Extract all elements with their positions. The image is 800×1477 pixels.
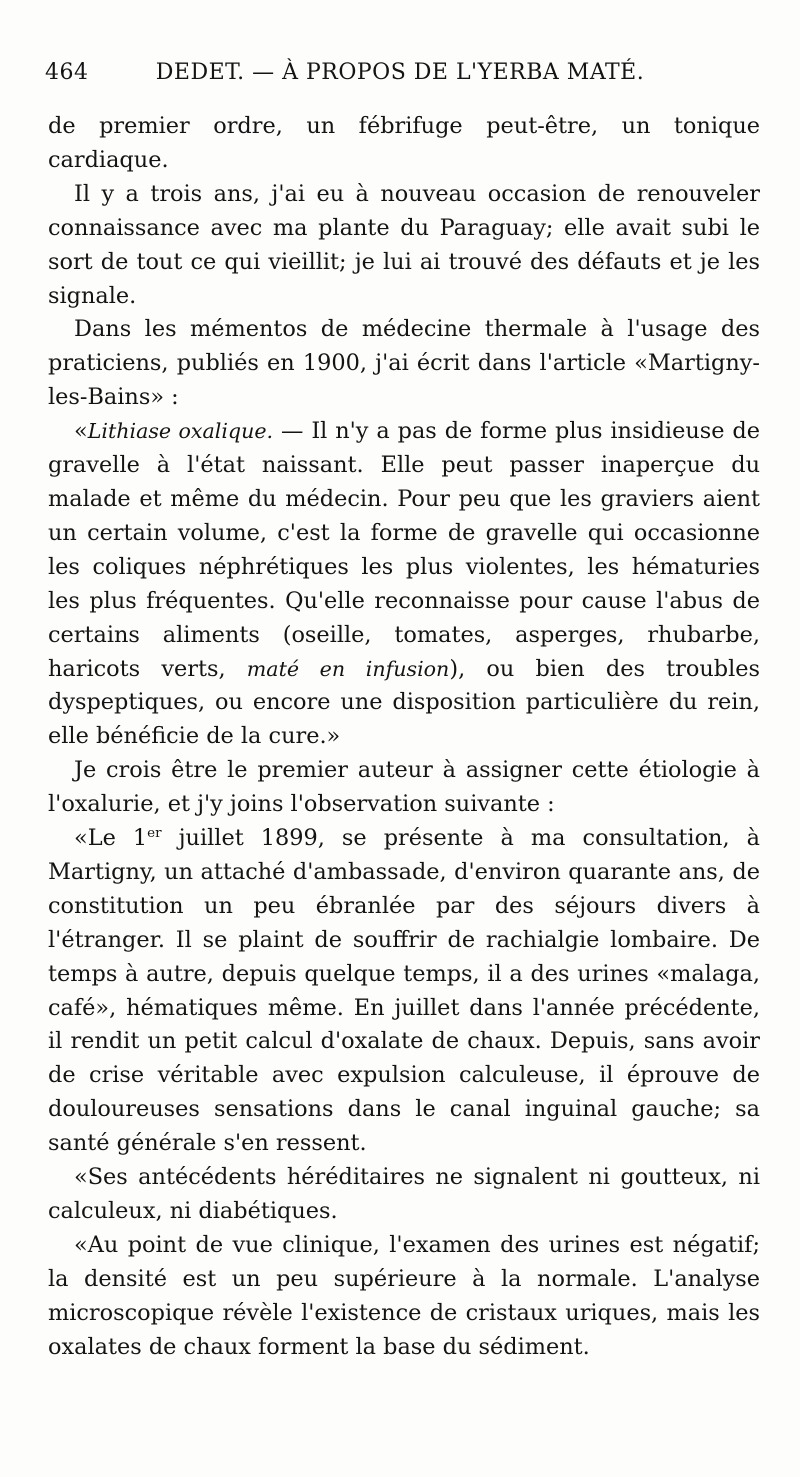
paragraph-4-quotation (48, 415, 760, 754)
paragraph-6-observation (48, 822, 760, 1161)
observation-text-b: juillet 1899, se présente à ma consultation, à Martigny, un attaché d'ambassade, d'environ quarante ans, de constitution un peu ébranlée par des séjours divers à l'étranger. Il se plaint de souffrir de rachialgie lombaire. De temps à autre, depuis quelque temps, il a des urines «malaga, café», hématiques même. En juillet dans l'année précédente, il rendit un petit calcul d'oxalate de chaux. Depuis, sans avoir de crise véritable avec expulsion calculeuse, il éprouve de douloureuses sensations dans le canal inguinal gauche; sa santé générale s'en ressent. (48, 825, 761, 1157)
quotation-text-a: — Il n'y a pas de forme plus insidieuse de gravelle à l'état naissant. Elle peut passer inaperçue du malade et même du médecin. Pour peu que les graviers aient un certain volume, c'est la forme de gravelle qui occasionne les coliques néphrétiques les plus violentes, les hématuries les plus fréquentes. Qu'elle reconnaisse pour cause l'abus de certains aliments (oseille, tomates, asperges, rhubarbe, haricots verts, (48, 418, 760, 682)
body-text (48, 110, 760, 1365)
open-quote: « (74, 418, 88, 445)
italic-title-lithiase: Lithiase oxalique. (87, 419, 274, 444)
page-number: 464 (45, 60, 89, 85)
ordinal-superscript: er (147, 825, 162, 841)
paragraph-3: Dans les mémentos de médecine thermale à l'usage des praticiens, publiés en 1900, j'ai écrit dans l'article «Martigny-les-Bains» : (48, 316, 760, 411)
paragraph-2: Il y a trois ans, j'ai eu à nouveau occasion de renouveler connaissance avec ma plante du Paraguay; elle avait subi le sort de tout ce qui vieillit; je lui ai trouvé des défauts et je les signale. (48, 180, 760, 309)
running-title: DEDET. — À PROPOS DE L'YERBA MATÉ. (155, 60, 645, 85)
observation-text-a: «Le 1 (74, 825, 148, 852)
paragraph-1: de premier ordre, un fébrifuge peut-être, un tonique cardiaque. (48, 113, 760, 173)
quotation-text-b: ), ou bien des troubles dyspeptiques, ou encore une disposition particulière du rein, elle bénéficie de la cure.» (48, 655, 760, 750)
italic-mate-infusion: maté en infusion (246, 656, 450, 681)
paragraph-8: «Au point de vue clinique, l'examen des urines est négatif; la densité est un peu supérieure à la normale. L'analyse microscopique révèle l'existence de cristaux uriques, mais les oxalates de chaux forment la base du sédiment. (48, 1231, 760, 1360)
paragraph-5: Je crois être le premier auteur à assigner cette étiologie à l'oxalurie, et j'y joins l'observation suivante : (48, 757, 760, 818)
page-header (45, 60, 755, 94)
paragraph-7: «Ses antécédents héréditaires ne signalent ni goutteux, ni calculeux, ni diabétiques. (48, 1164, 760, 1224)
